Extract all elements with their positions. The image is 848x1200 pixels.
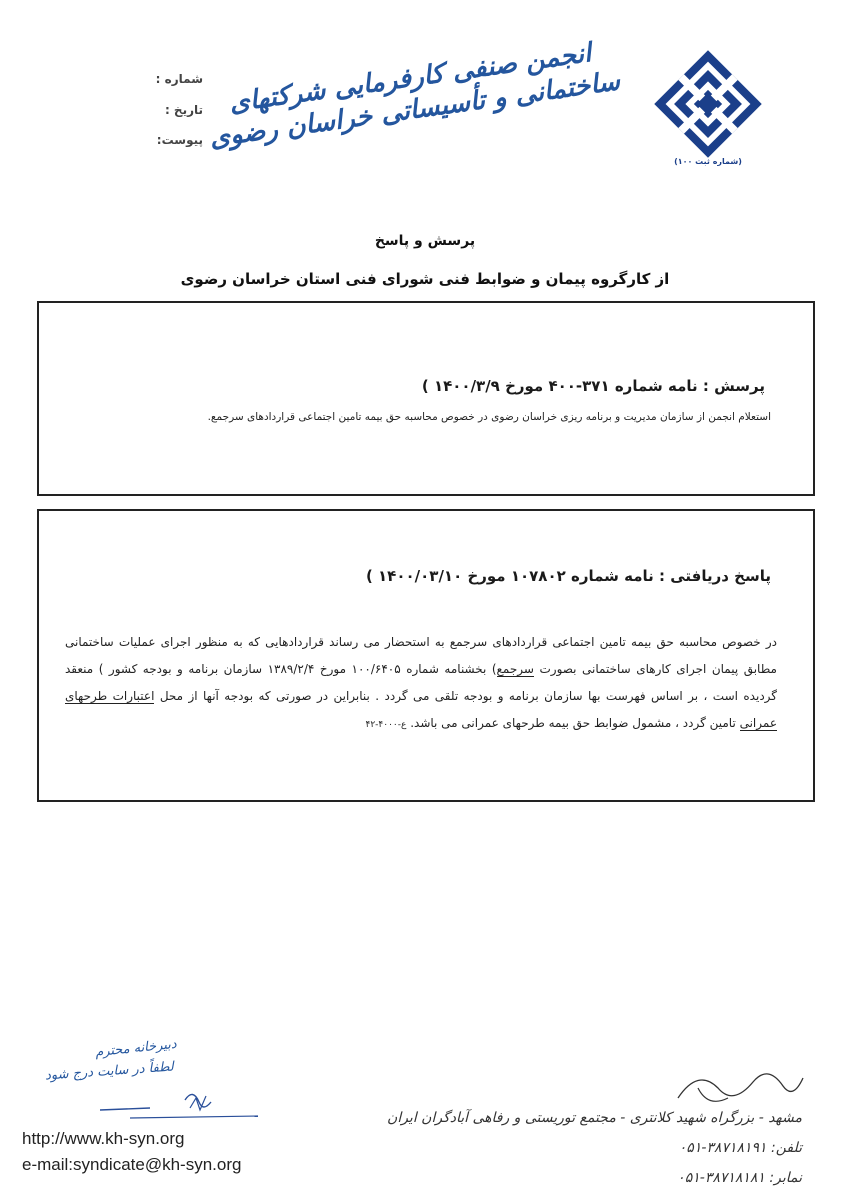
registration-number: (شماره ثبت ۱۰۰) xyxy=(674,157,742,166)
answer-underlined-credits: اعتبارات طرحهای عمرانی xyxy=(65,689,777,730)
handwritten-note-secretariat: دبیرخانه محترم xyxy=(94,1036,178,1061)
organization-logo xyxy=(652,48,764,160)
number-label: شماره : xyxy=(155,72,203,86)
document-heading: پرسش و پاسخ xyxy=(374,233,476,249)
answer-text-2: ) بخشنامه شماره ۱۰۰/۶۴۰۵ مورخ ۱۳۸۹/۲/۴ سازمان برنامه و بودجه کشور ) منعقد گردیده است ، بر اساس فهرست بها سازمان برنامه و بودجه تلقی می گردد . بنابراین در صورتی که بودجه آنها از محل xyxy=(65,662,777,703)
answer-text-3: تامین گردد ، مشمول ضوابط حق بیمه طرحهای عمرانی می باشد. xyxy=(410,716,740,730)
document-subheading: از کارگروه پیمان و ضوابط فنی شورای فنی استان خراسان رضوی xyxy=(180,270,670,288)
answer-box xyxy=(37,509,815,802)
handwritten-note-publish: لطفاً در سایت درج شود xyxy=(44,1059,175,1084)
question-title: پرسش : نامه شماره ۳۷۱-۴۰۰ مورخ ۱۴۰۰/۳/۹ ) xyxy=(421,377,765,395)
website-link[interactable]: http://www.kh-syn.org xyxy=(22,1129,185,1148)
footer-phone: تلفن: ۳۸۷۱۸۱۹۱-۰۵۱ xyxy=(678,1140,802,1156)
answer-body xyxy=(65,629,777,739)
answer-reference: ع-۴۰۰۰-۴۲ xyxy=(365,720,407,730)
answer-underlined-sarjam: سرجمع xyxy=(496,662,534,676)
date-label: تاریخ : xyxy=(164,103,203,117)
attachment-label: پیوست: xyxy=(156,133,203,147)
organization-name: انجمن صنفی کارفرمایی شرکتهای ساختمانی و تأسیساتی خراسان رضوی xyxy=(207,38,622,154)
footer-address: مشهد - بزرگراه شهید کلانتری - مجتمع توریستی و رفاهی آبادگران ایران xyxy=(387,1110,802,1126)
footer-fax: نمابر: ۳۸۷۱۸۱۸۱-۰۵۱ xyxy=(677,1170,802,1186)
answer-text-1: در خصوص محاسبه حق بیمه تامین اجتماعی قراردادهای سرجمع به استحضار می رساند قراردادهایی که به منظور اجرای عملیات ساختمانی مطابق پیمان اجرای کارهای ساختمانی بصورت xyxy=(65,635,777,676)
answer-title: پاسخ دریافتی : نامه شماره ۱۰۷۸۰۲ مورخ ۱۴۰۰/۰۳/۱۰ ) xyxy=(365,567,771,585)
question-body: استعلام انجمن از سازمان مدیریت و برنامه ریزی خراسان رضوی در خصوص محاسبه حق بیمه تامین اجتماعی قراردادهای سرجمع. xyxy=(207,411,771,423)
question-box xyxy=(37,301,815,496)
email-link[interactable]: e-mail:syndicate@kh-syn.org xyxy=(22,1155,242,1174)
